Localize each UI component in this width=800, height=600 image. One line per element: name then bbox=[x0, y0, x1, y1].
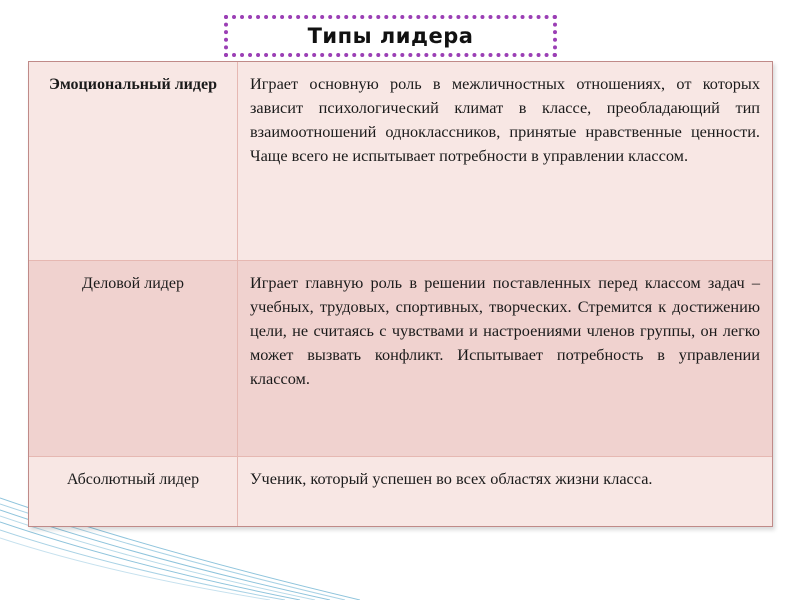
leader-type-cell: Эмоциональный лидер bbox=[29, 62, 238, 260]
leader-description-cell: Ученик, который успешен во всех областях жизни класса. bbox=[250, 469, 653, 488]
table-row bbox=[29, 62, 772, 260]
title-box bbox=[224, 15, 557, 57]
leader-description-cell: Играет главную роль в решении поставленных перед классом задач – учебных, трудовых, спортивных, творческих. Стремится к достижению цели, не считаясь с чувствами и настроениями членов группы, он легко может вызвать конфликт. Испытывает потребность в управлении классом. bbox=[250, 273, 760, 388]
table-row bbox=[29, 456, 772, 526]
page-title: Типы лидера bbox=[307, 24, 474, 48]
table-row bbox=[29, 260, 772, 456]
leader-description-cell: Играет основную роль в межличностных отношениях, от которых зависит психологический климат в классе, преобладающий тип взаимоотношений одноклассников, принятые нравственные ценности. Чаще всего не испытывает потребности в управлении классом. bbox=[250, 74, 760, 165]
leader-type-cell: Деловой лидер bbox=[29, 261, 238, 456]
leader-types-table bbox=[28, 61, 773, 527]
leader-type-cell: Абсолютный лидер bbox=[29, 457, 238, 526]
